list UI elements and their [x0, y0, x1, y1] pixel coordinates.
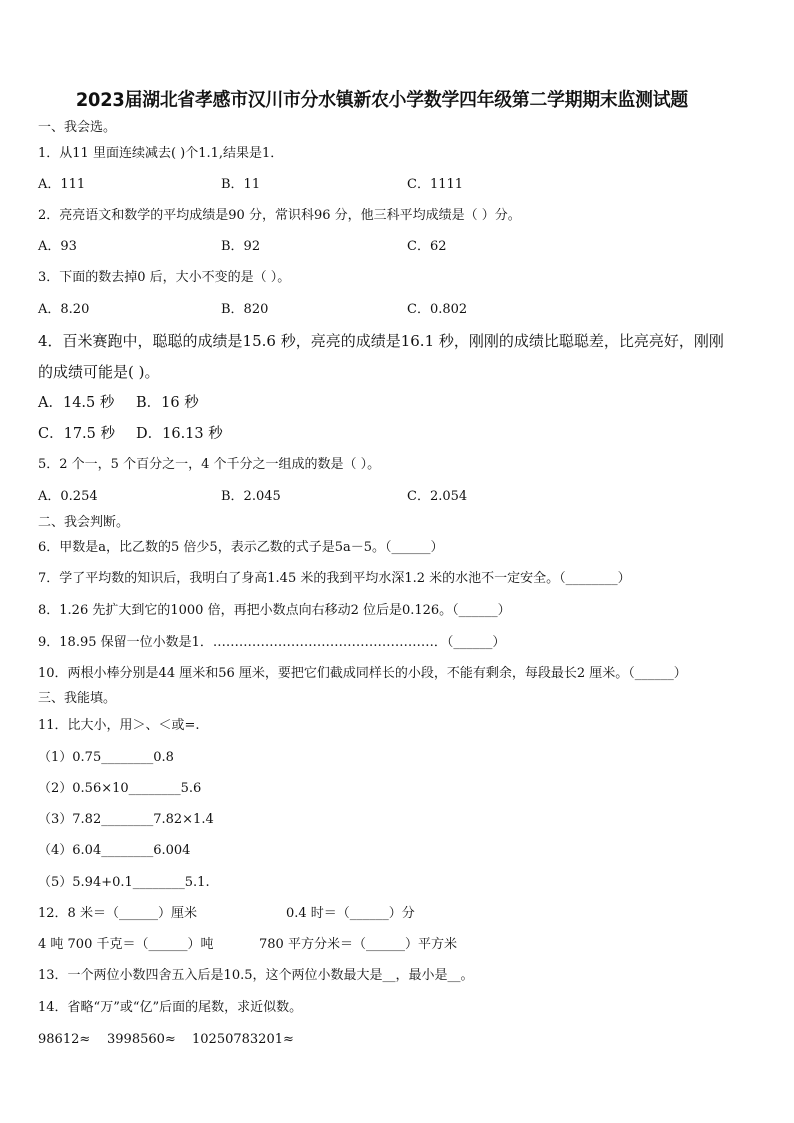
question-11-item-5: （5）5.94+0.1________5.1. — [38, 875, 210, 890]
question-6: 6．甲数是a，比乙数的5 倍少5，表示乙数的式子是5a－5。（______） — [38, 540, 444, 555]
question-14-part-c: 10250783201≈ — [192, 1032, 294, 1047]
question-5-option-a: A．0.254 — [38, 489, 98, 504]
question-10: 10．两根小棒分别是44 厘米和56 厘米，要把它们截成同样长的小段，不能有剩余，每段最长2 厘米。（______） — [38, 666, 687, 681]
question-9: 9．18.95 保留一位小数是1．……………………………………………．（______） — [38, 635, 506, 650]
question-1-option-b: B．11 — [221, 177, 261, 192]
question-3: 3．下面的数去掉0 后，大小不变的是（ ）。 — [38, 270, 291, 285]
question-1-option-a: A．111 — [38, 177, 86, 192]
question-1: 1．从11 里面连续减去( )个1.1,结果是1． — [38, 146, 284, 161]
question-13: 13．一个两位小数四舍五入后是10.5，这个两位小数最大是__，最小是__。 — [38, 968, 474, 983]
question-1-option-c: C．1111 — [407, 177, 464, 192]
page-title: 2023届湖北省孝感市汉川市分水镇新农小学数学四年级第二学期期末监测试题 — [75, 90, 688, 111]
question-12-part-d: 780 平方分米＝（______）平方米 — [259, 937, 457, 952]
question-2-option-a: A．93 — [38, 239, 77, 254]
question-2-option-c: C．62 — [407, 239, 447, 254]
question-11: 11．比大小，用＞、＜或=. — [38, 718, 200, 733]
question-5-option-b: B．2.045 — [221, 489, 281, 504]
question-4-line-1: 4．百米赛跑中，聪聪的成绩是15.6 秒，亮亮的成绩是16.1 秒，刚刚的成绩比聪聪差，比亮亮好，刚刚 — [38, 332, 724, 350]
question-11-item-4: （4）6.04________6.004 — [38, 843, 191, 858]
question-4-line-2: 的成绩可能是( )。 — [38, 363, 160, 381]
question-3-option-a: A．8.20 — [38, 302, 90, 317]
question-2: 2．亮亮语文和数学的平均成绩是90 分，常识科96 分，他三科平均成绩是（ ）分。 — [38, 208, 521, 223]
question-5-option-c: C．2.054 — [407, 489, 468, 504]
question-4-option-a: A．14.5 秒 — [38, 395, 115, 411]
question-8: 8．1.26 先扩大到它的1000 倍，再把小数点向右移动2 位后是0.126。（______） — [38, 603, 511, 618]
question-14-part-a: 98612≈ — [38, 1032, 91, 1047]
question-4-option-d: D．16.13 秒 — [136, 426, 223, 442]
question-12-part-b: 0.4 时＝（______）分 — [286, 906, 415, 921]
question-3-option-b: B．820 — [221, 302, 269, 317]
question-12-part-a: 12．8 米＝（______）厘米 — [38, 906, 197, 921]
question-5: 5．2 个一，5 个百分之一，4 个千分之一组成的数是（ ）。 — [38, 457, 381, 472]
question-11-item-2: （2）0.56×10________5.6 — [38, 781, 202, 796]
question-12-part-c: 4 吨 700 千克＝（______）吨 — [38, 937, 214, 952]
question-7: 7．学了平均数的知识后，我明白了身高1.45 米的我到平均水深1.2 米的水池不一定安全。（________） — [38, 571, 631, 586]
question-4-option-c: C．17.5 秒 — [38, 426, 115, 442]
question-3-option-c: C．0.802 — [407, 302, 468, 317]
question-4-option-b: B．16 秒 — [136, 395, 199, 411]
question-2-option-b: B．92 — [221, 239, 261, 254]
question-14: 14．省略“万”或“亿”后面的尾数，求近似数。 — [38, 1000, 303, 1015]
question-11-item-1: （1）0.75________0.8 — [38, 750, 174, 765]
section-heading-choose: 一、我会选。 — [38, 120, 117, 135]
question-14-part-b: 3998560≈ — [107, 1032, 176, 1047]
section-heading-judge: 二、我会判断。 — [38, 515, 130, 530]
section-heading-fill: 三、我能填。 — [38, 691, 117, 706]
question-11-item-3: （3）7.82________7.82×1.4 — [38, 812, 214, 827]
